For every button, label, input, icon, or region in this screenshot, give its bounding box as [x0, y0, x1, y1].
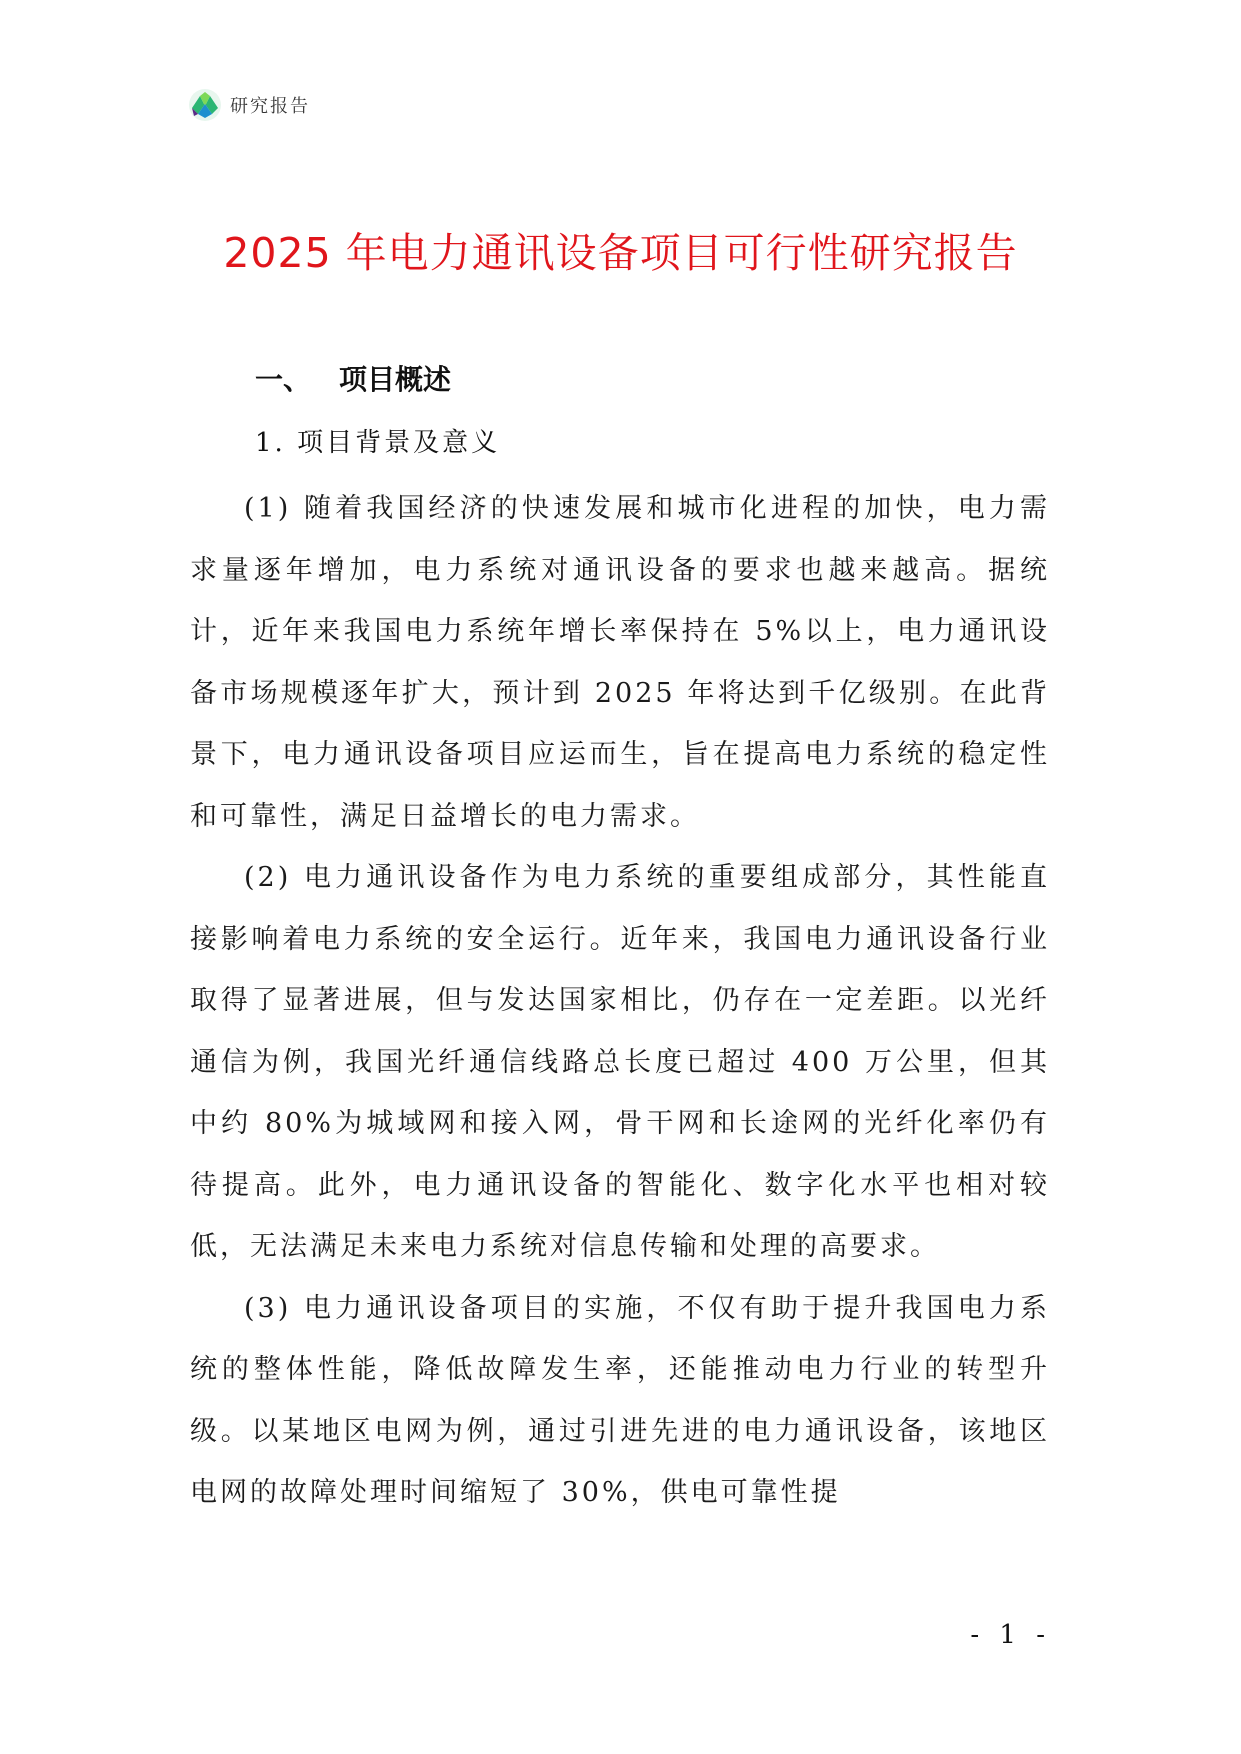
body-text: [190, 478, 1050, 1524]
report-logo-icon: [188, 88, 222, 122]
header-label: 研究报告: [230, 96, 310, 117]
paragraph-2: (2) 电力通讯设备作为电力系统的重要组成部分，其性能直接影响着电力系统的安全运行。近年来，我国电力通讯设备行业取得了显著进展，但与发达国家相比，仍存在一定差距。以光纤通信为例，我国光纤通信线路总长度已超过 400 万公里，但其中约 80%为城域网和接入网，骨干网和长途网的光纤化率仍有待提高。此外，电力通讯设备的智能化、数字化水平也相对较低，无法满足未来电力系统对信息传输和处理的高要求。: [190, 862, 1050, 1262]
section-title: 项目概述: [339, 363, 452, 396]
page-number: - 1 -: [970, 1620, 1051, 1650]
paragraph-3: (3) 电力通讯设备项目的实施，不仅有助于提升我国电力系统的整体性能，降低故障发生率，还能推动电力行业的转型升级。以某地区电网为例，通过引进先进的电力通讯设备，该地区电网的故障处理时间缩短了 30%，供电可靠性提: [190, 1292, 1050, 1508]
section-number: 一、: [255, 363, 312, 396]
document-title: 2025 年电力通讯设备项目可行性研究报告: [223, 229, 1018, 277]
paragraph-1: (1) 随着我国经济的快速发展和城市化进程的加快，电力需求量逐年增加，电力系统对通讯设备的要求也越来越高。据统计，近年来我国电力系统年增长率保持在 5%以上，电力通讯设备市场规模逐年扩大，预计到 2025 年将达到千亿级别。在此背景下，电力通讯设备项目应运而生，旨在提高电力系统的稳定性和可靠性，满足日益增长的电力需求。: [190, 493, 1050, 832]
subsection-heading: 1. 项目背景及意义: [255, 428, 501, 458]
page-header: [188, 88, 310, 122]
section-heading: [255, 358, 451, 398]
